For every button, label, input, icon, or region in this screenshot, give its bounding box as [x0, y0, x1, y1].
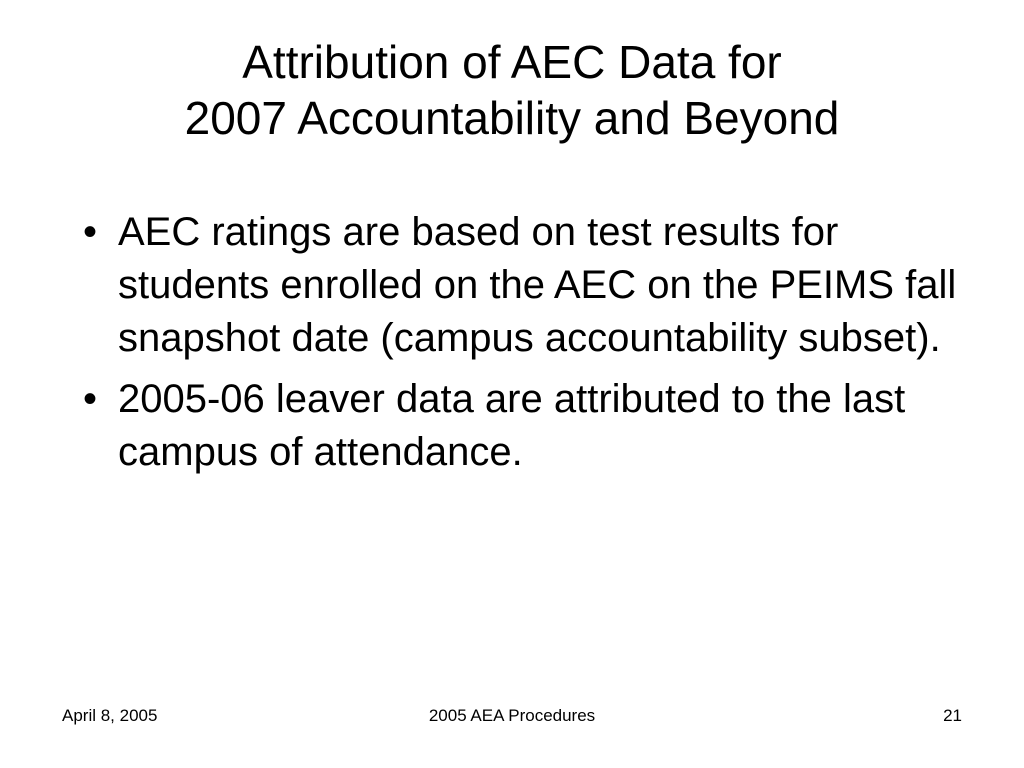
bullet-icon: •	[83, 377, 98, 421]
footer-date: April 8, 2005	[62, 706, 158, 725]
bullet-text: 2005-06 leaver data are attributed to the last campus of attendance.	[118, 377, 906, 474]
bullet-list	[80, 206, 960, 487]
footer-title: 2005 AEA Procedures	[428, 706, 596, 725]
title-line-2: 2007 Accountability and Beyond	[184, 92, 840, 144]
footer-page-number: 21	[943, 706, 962, 725]
bullet-item	[80, 206, 960, 365]
title-line-1: Attribution of AEC Data for	[242, 36, 782, 88]
bullet-icon: •	[83, 210, 98, 254]
slide-title	[0, 34, 1024, 146]
bullet-item	[80, 373, 960, 479]
bullet-text: AEC ratings are based on test results for students enrolled on the AEC on the PEIMS fall snapshot date (campus accountability subset).	[118, 210, 957, 360]
